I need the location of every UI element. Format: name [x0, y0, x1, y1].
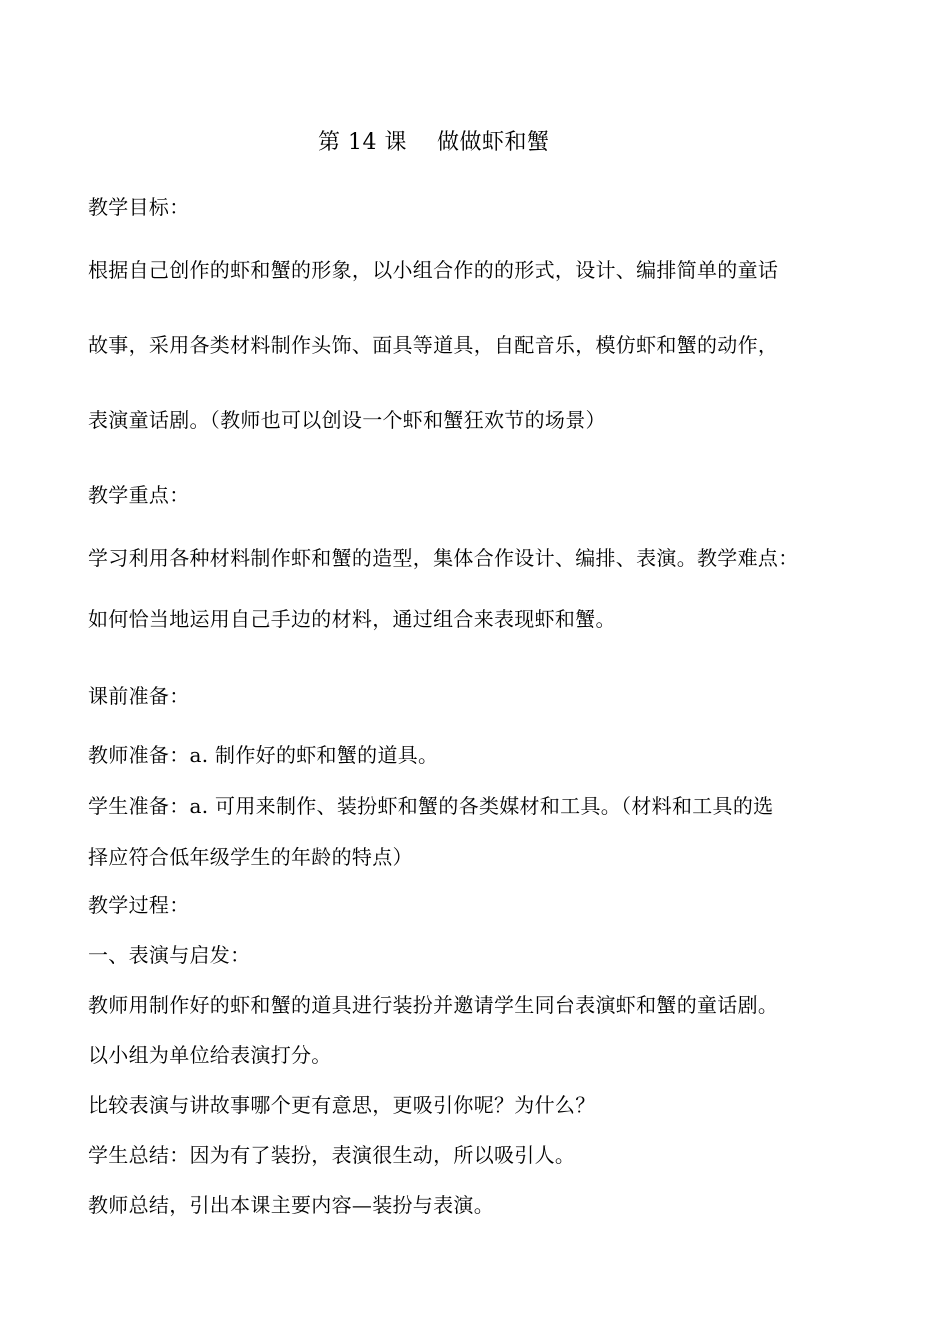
paragraph-line: 根据自己创作的虾和蟹的形象，以小组合作的的形式，设计、编排简单的童话 — [88, 258, 779, 282]
paragraph-line: 学生总结：因为有了装扮，表演很生动，所以吸引人。 — [88, 1143, 576, 1167]
paragraph-line: 如何恰当地运用自己手边的材料，通过组合来表现虾和蟹。 — [88, 607, 616, 631]
paragraph-line: 比较表演与讲故事哪个更有意思，更吸引你呢？为什么？ — [88, 1093, 596, 1117]
paragraph-line: 表演童话剧。（教师也可以创设一个虾和蟹狂欢节的场景） — [88, 408, 606, 432]
page-title: 第 14 课 做做虾和蟹 — [318, 130, 550, 155]
paragraph-line: 以小组为单位给表演打分。 — [88, 1043, 332, 1067]
paragraph-line: 一、表演与启发： — [88, 943, 251, 967]
paragraph-line: 教师用制作好的虾和蟹的道具进行装扮并邀请学生同台表演虾和蟹的童话剧。 — [88, 993, 779, 1017]
paragraph-line: 学生准备：a. 可用来制作、装扮虾和蟹的各类媒材和工具。（材料和工具的选 — [88, 794, 774, 818]
paragraph-line: 教师总结，引出本课主要内容—装扮与表演。 — [88, 1193, 494, 1217]
paragraph-line: 教师准备：a. 制作好的虾和蟹的道具。 — [88, 743, 439, 767]
paragraph-line: 故事，采用各类材料制作头饰、面具等道具，自配音乐，模仿虾和蟹的动作， — [88, 333, 779, 357]
paragraph-line: 课前准备： — [88, 684, 190, 708]
paragraph-line: 教学目标： — [88, 195, 190, 219]
paragraph-line: 择应符合低年级学生的年龄的特点） — [88, 845, 413, 869]
paragraph-line: 学习利用各种材料制作虾和蟹的造型，集体合作设计、编排、表演。教学难点： — [88, 546, 799, 570]
paragraph-line: 教学重点： — [88, 483, 190, 507]
paragraph-line: 教学过程： — [88, 893, 190, 917]
